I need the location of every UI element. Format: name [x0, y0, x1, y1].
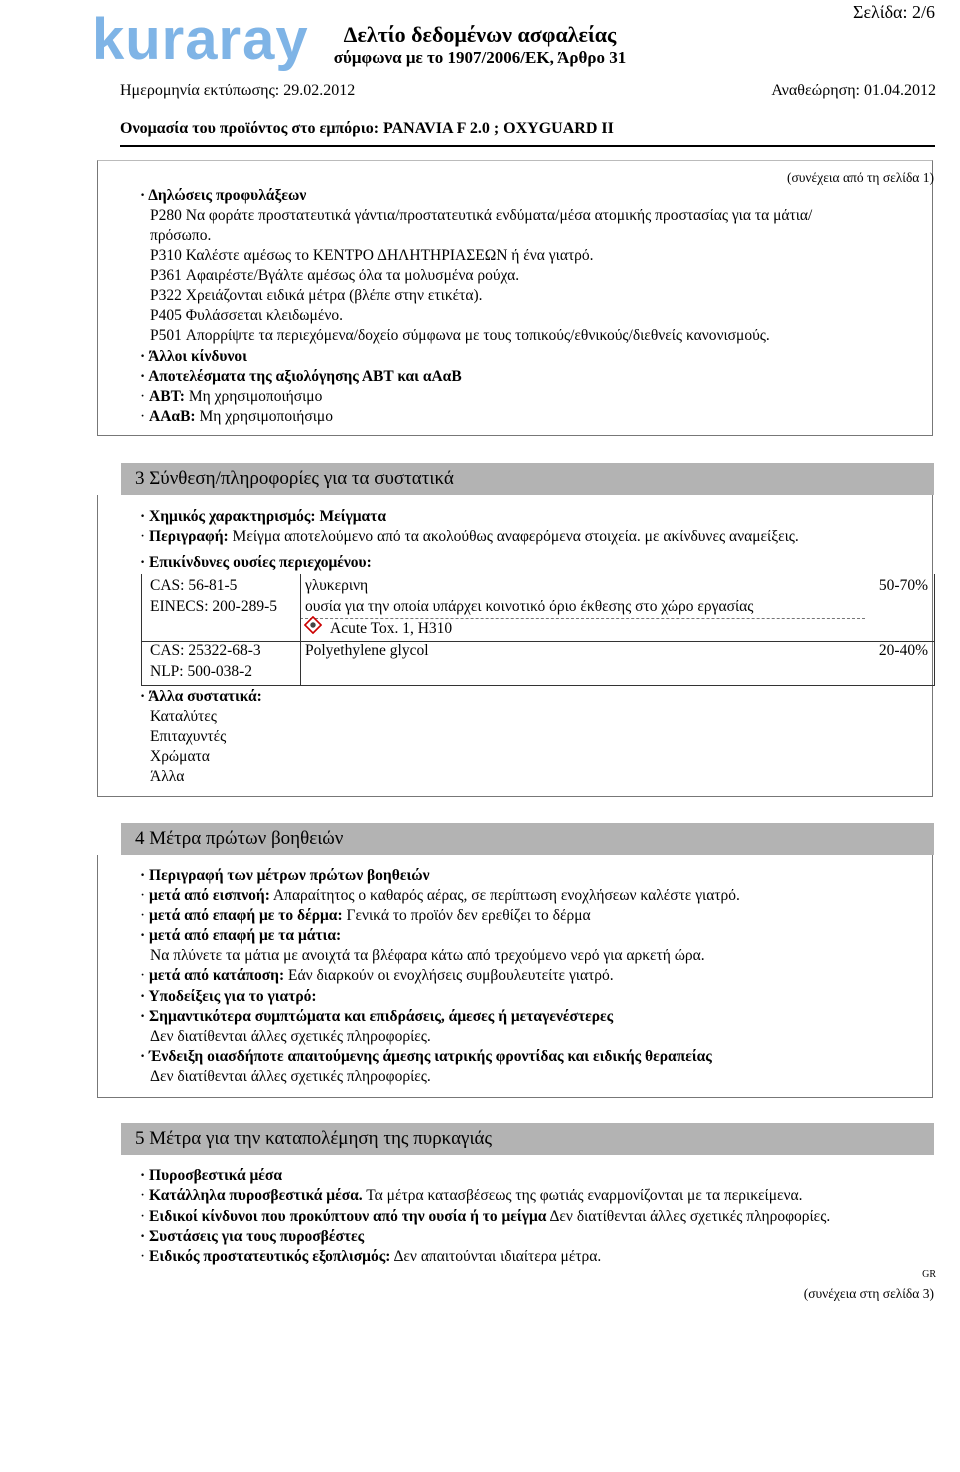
- p361-line: P361 Αφαιρέστε/Βγάλτε αμέσως όλα τα μολυσμένα ρούχα.: [150, 267, 520, 284]
- special-label: Ειδικοί κίνδυνοι που προκύπτουν από την ουσία ή το μείγμα: [149, 1208, 547, 1225]
- ing1-note: ουσία για την οποία υπάρχει κοινοτικό όριο έκθεσης στο χώρο εργασίας: [305, 598, 754, 615]
- symptoms-value: Δεν διατίθενται άλλες σχετικές πληροφορίες.: [150, 1028, 431, 1045]
- precaution-heading: · Δηλώσεις προφυλάξεων: [140, 186, 306, 206]
- equipment-label: Ειδικός προστατευτικός εξοπλισμός:: [149, 1248, 391, 1265]
- header-divider: [120, 145, 935, 147]
- ing1-percent: 50-70%: [878, 577, 928, 594]
- ingestion-label: μετά από κατάποση:: [149, 967, 285, 984]
- language-code: GR: [922, 1269, 936, 1280]
- p405-line: P405 Φυλάσσεται κλειδωμένο.: [150, 307, 343, 324]
- ing2-cas: CAS: 25322-68-3: [150, 642, 261, 659]
- other-ingredient: Χρώματα: [150, 748, 210, 765]
- special-hazards-line: [140, 1207, 830, 1227]
- p280-line2: πρόσωπο.: [150, 227, 212, 244]
- other-ingredients-heading: · Άλλα συστατικά:: [140, 687, 262, 707]
- indication-heading: · Ένδειξη οιασδήποτε απαιτούμενης άμεσης ιατρικής φροντίδας και ειδικής θεραπείας: [140, 1047, 712, 1067]
- column-divider: [300, 574, 301, 686]
- section-4-header: 4 Μέτρα πρώτων βοηθειών: [121, 823, 934, 855]
- skin-value: Γενικά το προϊόν δεν ερεθίζει το δέρμα: [346, 907, 591, 924]
- doctor-heading: · Υποδείξεις για το γιατρό:: [140, 987, 317, 1007]
- inhalation-value: Απαραίτητος ο καθαρός αέρας, σε περίπτωση ενοχλήσεων καλέστε γιατρό.: [272, 887, 740, 904]
- revision-date: Αναθεώρηση: 01.04.2012: [771, 82, 936, 99]
- ing1-cas: CAS: 56-81-5: [150, 577, 238, 594]
- company-logo: kuraray: [92, 7, 309, 72]
- ing2-nlp: NLP: 500-038-2: [150, 663, 253, 680]
- indication-value: Δεν διατίθενται άλλες σχετικές πληροφορίες.: [150, 1068, 431, 1085]
- section-5-header: 5 Μέτρα για την καταπολέμηση της πυρκαγιάς: [121, 1123, 934, 1155]
- p322-line: P322 Χρειάζονται ειδικά μέτρα (βλέπε στην ετικέτα).: [150, 287, 483, 304]
- ing1-name: γλυκερινη: [305, 577, 369, 594]
- ing1-hazard: Acute Tox. 1, H310: [330, 620, 453, 637]
- continued-to: (συνέχεια στη σελίδα 3): [803, 1286, 934, 1301]
- section-3-header: 3 Σύνθεση/πληροφορίες για τα συστατικά: [121, 463, 934, 495]
- product-name: Ονομασία του προϊόντος στο εμπόριο: PANAVIA F 2.0 ; OXYGUARD II: [120, 120, 614, 137]
- ingestion-line: [140, 966, 614, 986]
- ing1-einecs: EINECS: 200-289-5: [150, 598, 278, 615]
- p280-line1: P280 Να φοράτε προστατευτικά γάντια/προστατευτικά ενδύματα/μέσα ατομικής προστασίας για τα μάτια/: [150, 207, 813, 224]
- continued-from: (συνέχεια από τη σελίδα 1): [786, 170, 934, 185]
- other-ingredient: Επιταχυντές: [150, 728, 227, 745]
- other-ingredient: Άλλα: [150, 768, 185, 785]
- vpvb-line: [140, 407, 333, 427]
- advice-heading: · Συστάσεις για τους πυροσβέστες: [140, 1227, 364, 1247]
- vpvb-label: ΑΑαΒ:: [149, 408, 196, 425]
- vpvb-value: Μη χρησιμοποιήσιμο: [199, 408, 333, 425]
- skin-label: μετά από επαφή με το δέρμα:: [149, 907, 343, 924]
- print-date: Ημερομηνία εκτύπωσης: 29.02.2012: [120, 82, 356, 99]
- skin-line: [140, 906, 591, 926]
- page-number: Σελίδα: 2/6: [852, 2, 935, 22]
- eye-label: · μετά από επαφή με τα μάτια:: [140, 926, 341, 946]
- other-ingredient: Καταλύτες: [150, 708, 217, 725]
- document-subtitle: σύμφωνα με το 1907/2006/ΕΚ, Άρθρο 31: [333, 48, 627, 67]
- suitable-line: [140, 1186, 803, 1206]
- pbt-label: ΑΒΤ:: [149, 388, 185, 405]
- special-value: Δεν διατίθενται άλλες σχετικές πληροφορίες.: [549, 1208, 831, 1225]
- hazard-pictogram-icon: [304, 616, 322, 634]
- other-hazards: · Άλλοι κίνδυνοι: [140, 347, 247, 367]
- document-title: Δελτίο δεδομένων ασφαλείας: [343, 22, 617, 47]
- ingredients-table: [141, 574, 935, 686]
- hazardous-heading: · Επικίνδυνες ουσίες περιεχομένου:: [140, 553, 372, 573]
- description-line: [140, 527, 799, 547]
- suitable-label: Κατάλληλα πυροσβεστικά μέσα.: [149, 1187, 363, 1204]
- equipment-line: [140, 1247, 601, 1267]
- inhalation-label: μετά από εισπνοή:: [149, 887, 270, 904]
- ingestion-value: Εάν διαρκούν οι ενοχλήσεις συμβουλευτείτε γιατρό.: [288, 967, 614, 984]
- symptoms-heading: · Σημαντικότερα συμπτώματα και επιδράσεις, άμεσες ή μεταγενέστερες: [140, 1007, 613, 1027]
- pbt-heading: · Αποτελέσματα της αξιολόγησης ΑΒΤ και αΑαΒ: [140, 367, 462, 387]
- pbt-value: Μη χρησιμοποιήσιμο: [188, 388, 323, 405]
- suitable-value: Τα μέτρα κατασβέσεως της φωτιάς εναρμονίζονται με τα περικείμενα.: [366, 1187, 803, 1204]
- p310-line: P310 Καλέστε αμέσως το ΚΕΝΤΡΟ ΔΗΛΗΤΗΡΙΑΣΕΩΝ ή ένα γιατρό.: [150, 247, 594, 264]
- description-value: Μείγμα αποτελούμενο από τα ακολούθως αναφερόμενα στοιχεία. με ακίνδυνες αναμείξεις.: [232, 528, 799, 545]
- inhalation-line: [140, 886, 740, 906]
- chem-char: · Χημικός χαρακτηρισμός: Μείγματα: [140, 507, 386, 527]
- ing2-percent: 20-40%: [878, 642, 928, 659]
- first-aid-heading: · Περιγραφή των μέτρων πρώτων βοηθειών: [140, 866, 430, 886]
- pbt-line: [140, 387, 322, 407]
- eye-value: Να πλύνετε τα μάτια με ανοιχτά τα βλέφαρα κάτω από τρεχούμενο νερό για αρκετή ώρα.: [150, 947, 705, 964]
- equipment-value: Δεν απαιτούνται ιδιαίτερα μέτρα.: [393, 1248, 602, 1265]
- ing2-name: Polyethylene glycol: [305, 642, 429, 659]
- extinguishing-heading: · Πυροσβεστικά μέσα: [140, 1166, 282, 1186]
- description-label: Περιγραφή:: [149, 528, 229, 545]
- p501-line: P501 Απορρίψτε τα περιεχόμενα/δοχείο σύμφωνα με τους τοπικούς/εθνικούς/διεθνείς κανονισμούς.: [150, 327, 770, 344]
